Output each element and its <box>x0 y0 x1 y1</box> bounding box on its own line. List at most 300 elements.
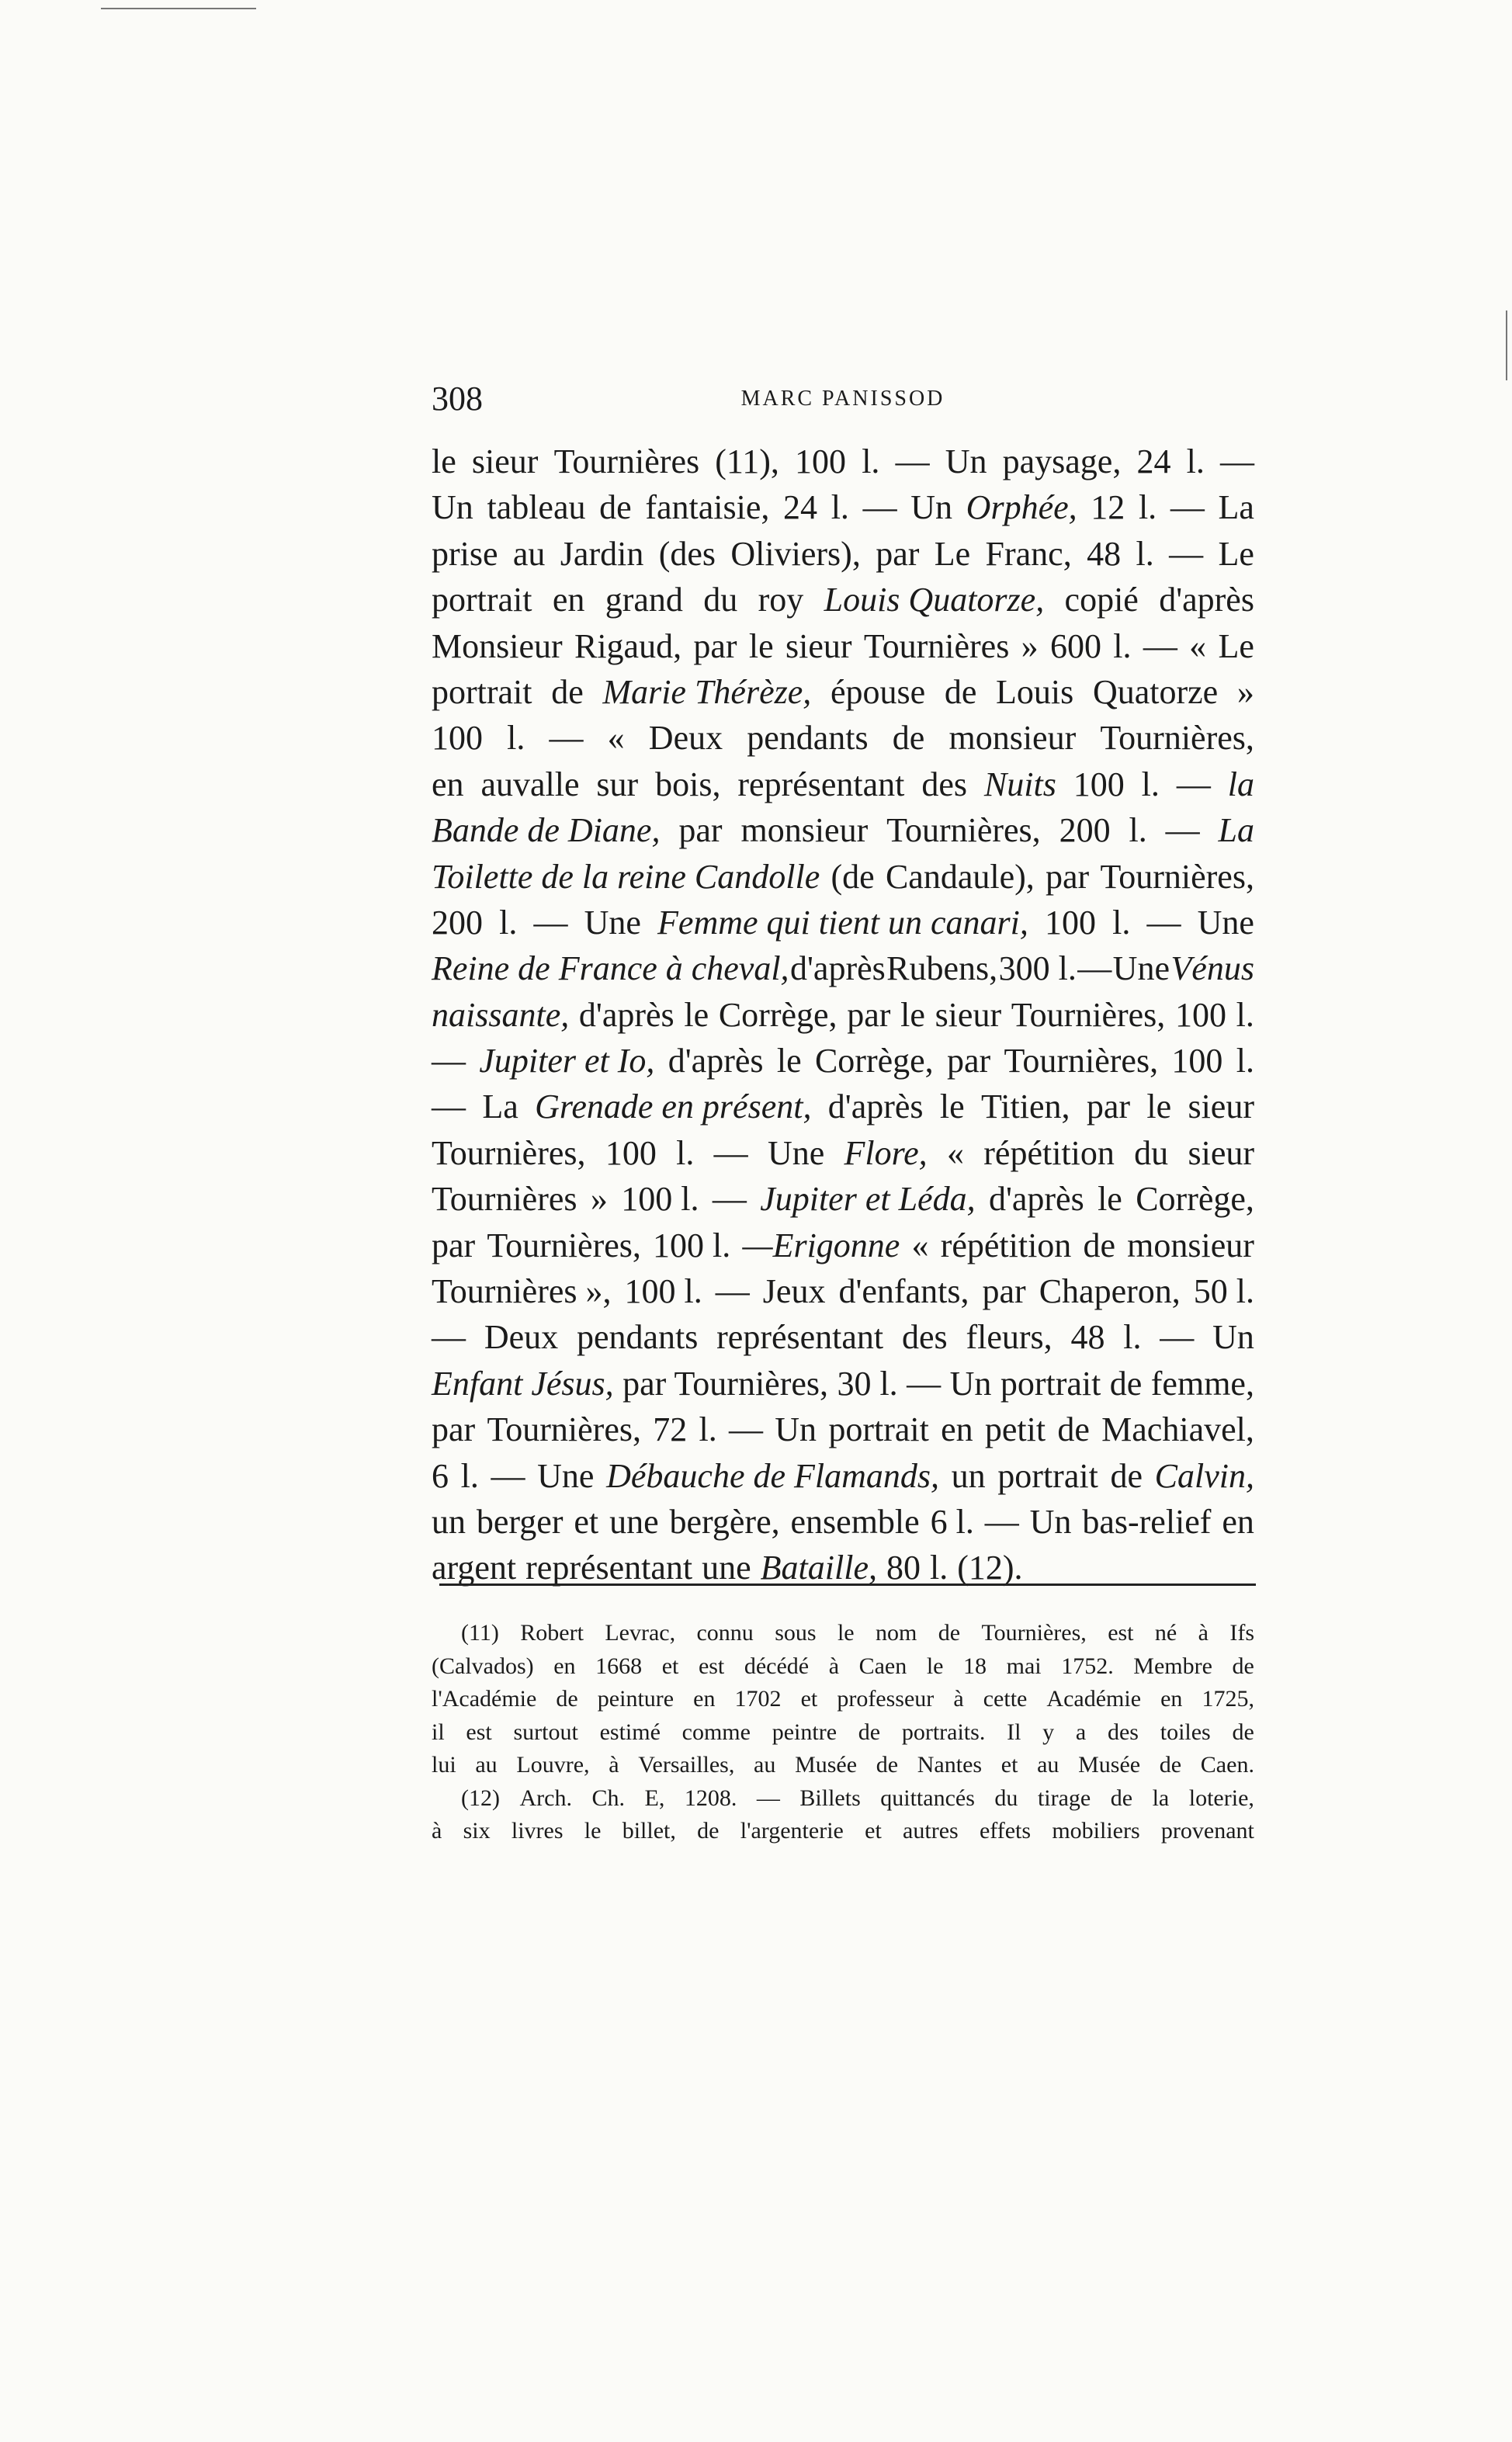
word: par <box>982 1272 1026 1311</box>
word: des <box>921 765 967 803</box>
word: Louis <box>996 672 1074 711</box>
word: Tournières, <box>487 1410 641 1449</box>
italic-title-word: Femme qui tient un canari, <box>657 903 1028 942</box>
word: Un <box>910 488 953 527</box>
word: 100 l. <box>621 1180 699 1219</box>
word: 24 <box>783 488 818 527</box>
text-line <box>432 807 1254 853</box>
word: par <box>947 1042 991 1081</box>
word: auvalle <box>480 765 580 803</box>
word: 600 <box>1049 626 1101 665</box>
word: — <box>1165 811 1200 850</box>
word: une <box>702 1549 751 1587</box>
word: bas-relief <box>1082 1502 1212 1541</box>
word: » <box>1021 626 1039 665</box>
italic-title-word: Débauche de Flamands, <box>606 1456 940 1495</box>
word: le <box>748 626 774 665</box>
word: fantaisie, <box>645 488 770 527</box>
footnote-word: né <box>1154 1620 1177 1646</box>
word: Le <box>1218 534 1254 573</box>
word: Le <box>1218 626 1254 665</box>
word: représentant <box>525 1549 693 1587</box>
word: — <box>432 1042 466 1081</box>
word: Deux <box>484 1318 559 1357</box>
footnote-line <box>432 1749 1254 1782</box>
footnote-word: 1208. <box>684 1785 737 1811</box>
footnote-word: Musée <box>795 1752 858 1778</box>
footnote-word: de <box>858 1719 881 1745</box>
footnote-word: de <box>697 1818 720 1844</box>
word: (11), <box>715 442 779 480</box>
word: Tournières », <box>432 1272 612 1311</box>
word: monsieur <box>1127 1226 1254 1264</box>
word: — <box>1176 765 1211 803</box>
footnote-word: de <box>1232 1719 1254 1745</box>
footnote-word: provenant <box>1160 1818 1254 1844</box>
word: monsieur <box>948 719 1077 758</box>
word: portrait <box>997 1456 1098 1495</box>
footnote-word: (11) <box>461 1620 499 1646</box>
word: Un <box>1212 1318 1254 1357</box>
word: — <box>432 1318 466 1357</box>
word: 50 l. <box>1193 1272 1254 1311</box>
word: pendants <box>747 719 869 758</box>
word: Corrège, <box>718 995 837 1034</box>
word: sieur <box>1188 1133 1254 1172</box>
word: et <box>574 1502 599 1541</box>
word: d'après <box>988 1180 1084 1219</box>
word: d'après <box>668 1042 764 1081</box>
word: La <box>1218 488 1254 527</box>
word: 100 l. <box>624 1272 702 1311</box>
word: Tournières <box>432 1180 577 1219</box>
footnote-word: 1725, <box>1202 1686 1254 1712</box>
footnote-word: tirage <box>1037 1785 1091 1811</box>
word: l. <box>499 903 518 942</box>
footnote-word: (Calvados) <box>432 1653 534 1679</box>
word: Candaule), <box>885 857 1035 896</box>
word: femme, <box>1150 1364 1254 1403</box>
word: répétition <box>940 1226 1072 1264</box>
word: Un <box>1029 1502 1072 1541</box>
word: — <box>715 1272 750 1311</box>
word: petit <box>984 1410 1046 1449</box>
word: Tournières, <box>1100 719 1254 758</box>
word: bergère, <box>669 1502 780 1541</box>
footnote-word: Tournières, <box>981 1620 1087 1646</box>
text-line <box>432 1130 1254 1176</box>
word: « <box>946 1133 964 1172</box>
word: par <box>432 1226 476 1264</box>
word: 48 <box>1070 1318 1105 1357</box>
word: par Tournières, <box>622 1364 828 1403</box>
word: — <box>491 1456 525 1495</box>
word: d'après <box>578 995 675 1034</box>
word: l. <box>1236 995 1254 1034</box>
word: 48 <box>1087 534 1122 573</box>
word: « <box>1189 626 1207 665</box>
word: l. <box>929 1549 948 1587</box>
footnote-word: à <box>1198 1620 1209 1646</box>
word: — <box>1160 1318 1195 1357</box>
footnote-word: de <box>556 1686 578 1712</box>
footnote-word: toiles <box>1160 1719 1211 1745</box>
italic-title-word: Jupiter et Io, <box>479 1042 655 1081</box>
footnote-word: autres <box>903 1818 959 1844</box>
footnote-line <box>432 1716 1254 1750</box>
word: le <box>684 995 709 1034</box>
word: bois, <box>655 765 721 803</box>
word: (12). <box>957 1549 1023 1587</box>
word: Deux <box>648 719 723 758</box>
word: Franc, <box>985 534 1072 573</box>
footnote-word: six <box>463 1818 491 1844</box>
page-number: 308 <box>432 380 483 418</box>
word: 100 <box>1044 903 1096 942</box>
text-line <box>432 439 1254 484</box>
word: l. <box>1113 626 1132 665</box>
word: l. <box>676 1133 695 1172</box>
word: d'après <box>827 1087 924 1126</box>
word: par <box>876 534 920 573</box>
word: Tournières, <box>1011 995 1166 1034</box>
footnote-word: au <box>754 1752 776 1778</box>
word: des <box>901 1318 948 1357</box>
word: l. <box>1186 442 1205 480</box>
footnote-word: Membre <box>1133 1653 1212 1679</box>
word: Une <box>537 1456 595 1495</box>
footnote-word: 18 <box>963 1653 987 1679</box>
footnote-word: cette <box>983 1686 1028 1712</box>
footnote-word: Ch. <box>591 1785 626 1811</box>
footnote-word: et <box>865 1818 882 1844</box>
footnote-word: de <box>938 1620 961 1646</box>
italic-title-word: naissante, <box>432 995 570 1034</box>
word: Le <box>934 534 971 573</box>
word: sieur <box>471 442 539 480</box>
word: — <box>1143 626 1177 665</box>
word: Tournières, <box>886 811 1041 850</box>
text-line <box>432 669 1254 715</box>
word: — <box>1170 488 1205 527</box>
word: l. <box>460 1456 479 1495</box>
word: Jeux <box>762 1272 826 1311</box>
word: l. <box>699 1410 717 1449</box>
word: Chaperon, <box>1039 1272 1181 1311</box>
word: de <box>892 719 925 758</box>
word: le <box>1098 1180 1122 1219</box>
word: — <box>549 719 584 758</box>
footnote-word: effets <box>979 1818 1032 1844</box>
italic-title-word: Jupiter et Léda, <box>760 1180 976 1219</box>
footnote-word: Billets <box>799 1785 861 1811</box>
footnote-word: surtout <box>513 1719 578 1745</box>
footnote-word: connu <box>696 1620 754 1646</box>
word: du <box>1134 1133 1169 1172</box>
page-header <box>432 379 1254 425</box>
footnote-word: professeur <box>837 1686 935 1712</box>
word: Jardin <box>560 534 644 573</box>
word: l. <box>1136 534 1154 573</box>
word: Une <box>1197 903 1254 942</box>
word: l. <box>1123 1318 1142 1357</box>
word: représentant <box>737 765 905 803</box>
word: portrait <box>1000 1364 1101 1403</box>
word: (de <box>831 857 875 896</box>
word: Corrège, <box>1136 1180 1254 1219</box>
word: 6 l. <box>930 1502 974 1541</box>
word: portrait <box>432 581 532 619</box>
word: 100 l. <box>653 1226 731 1264</box>
footnote-word: de <box>1159 1752 1182 1778</box>
word: 200 <box>432 903 483 942</box>
word: le <box>1146 1087 1172 1126</box>
word: — <box>907 1364 942 1403</box>
footnote-word: la <box>1152 1785 1170 1811</box>
footnote-word: billet, <box>622 1818 676 1844</box>
word: « <box>607 719 625 758</box>
word: Une <box>584 903 641 942</box>
word: Tournières <box>553 442 700 480</box>
footnote-line <box>432 1683 1254 1716</box>
footnote-word: loterie, <box>1188 1785 1254 1811</box>
word: Rubens, <box>886 949 998 988</box>
word: portrait <box>828 1410 929 1449</box>
word: 300 l. <box>998 949 1077 988</box>
word: sur <box>596 765 639 803</box>
footnote-word: portraits. <box>901 1719 986 1745</box>
word: — <box>1169 534 1204 573</box>
text-line <box>432 1407 1254 1452</box>
footnote-word: 1702 <box>734 1686 782 1712</box>
word: 6 <box>432 1456 449 1495</box>
word: le <box>900 995 925 1034</box>
word: par <box>678 811 723 850</box>
footnote-word: en <box>553 1653 576 1679</box>
word: Tournières, <box>432 1133 586 1172</box>
word: — <box>432 1087 466 1126</box>
footnote-line <box>432 1617 1254 1650</box>
footnote-word: et <box>800 1686 818 1712</box>
word: de <box>1057 1410 1090 1449</box>
word: 72 <box>653 1410 688 1449</box>
word: roy <box>758 581 804 619</box>
word: de <box>1110 1456 1143 1495</box>
word: l. <box>831 488 849 527</box>
text-line <box>432 900 1254 945</box>
footnote-word: à <box>432 1818 442 1844</box>
footnote-word: l'argenterie <box>740 1818 844 1844</box>
text-line <box>432 945 1254 991</box>
word: l. <box>1141 765 1160 803</box>
text-line <box>432 484 1254 530</box>
italic-title-word: Orphée, <box>966 488 1077 527</box>
italic-title-word: Marie Thérèze, <box>602 672 812 711</box>
text-line <box>432 854 1254 900</box>
footnote-word: et <box>661 1653 679 1679</box>
word: portrait <box>432 672 532 711</box>
word: Un <box>432 488 473 527</box>
word: 24 <box>1136 442 1171 480</box>
footnote-word: au <box>475 1752 498 1778</box>
footnote-word: a <box>1075 1719 1087 1745</box>
text-line <box>432 1361 1254 1407</box>
footnote-word: (12) <box>461 1785 500 1811</box>
footnote-word: Robert <box>520 1620 584 1646</box>
word: Oliviers), <box>730 534 861 573</box>
word: représentant <box>716 1318 884 1357</box>
word: l. <box>1129 811 1147 850</box>
word: berger <box>476 1502 564 1541</box>
footnote-word: Arch. <box>519 1785 572 1811</box>
word: par <box>1086 1087 1131 1126</box>
word: Un <box>945 442 987 480</box>
word: sieur <box>1188 1087 1254 1126</box>
text-line <box>432 1084 1254 1129</box>
footnote-line <box>432 1650 1254 1684</box>
word: d'enfants, <box>838 1272 969 1311</box>
footnote-word: en <box>693 1686 716 1712</box>
footnote-word: en <box>1160 1686 1183 1712</box>
footnote-word: et <box>1000 1752 1018 1778</box>
word: prise <box>432 534 498 573</box>
footnote-word: 1752. <box>1061 1653 1114 1679</box>
word: le <box>776 1042 802 1081</box>
word: de <box>551 672 584 711</box>
word: 100 <box>1171 1042 1223 1081</box>
word: en <box>941 1410 973 1449</box>
word: de <box>599 488 632 527</box>
footnote-word: Musée <box>1078 1752 1141 1778</box>
footnote-word: estimé <box>599 1719 661 1745</box>
footnote-word: est <box>698 1653 725 1679</box>
word: Tournières, <box>1004 1042 1159 1081</box>
word: 12 <box>1091 488 1125 527</box>
word: 100 <box>432 719 483 758</box>
word: Un <box>775 1410 817 1449</box>
italic-title-word: Bande de Diane, <box>432 811 661 850</box>
text-line <box>432 761 1254 807</box>
word: par <box>847 995 891 1034</box>
footnote-word: E, <box>644 1785 665 1811</box>
footnote-word: à <box>953 1686 964 1712</box>
footnote-word: sous <box>775 1620 817 1646</box>
word: une <box>609 1502 659 1541</box>
word: 100 <box>795 442 847 480</box>
word: de <box>1109 1364 1143 1403</box>
word: » <box>590 1180 608 1219</box>
word: le <box>432 442 456 480</box>
footnote-word: — <box>756 1785 780 1811</box>
word: — <box>712 1180 747 1219</box>
word: par <box>432 1410 476 1449</box>
italic-title-word: la <box>1227 765 1254 803</box>
footnote-separator <box>439 1583 1256 1586</box>
word: — <box>895 442 930 480</box>
word: au <box>512 534 546 573</box>
word: le <box>939 1087 965 1126</box>
word: 30 l. <box>837 1364 898 1403</box>
word: fleurs, <box>966 1318 1053 1357</box>
scan-edge-mark-right <box>1506 310 1507 380</box>
word: — <box>1077 949 1112 988</box>
italic-title-word: Calvin, <box>1154 1456 1254 1495</box>
text-line <box>432 577 1254 623</box>
text-line <box>432 1499 1254 1545</box>
footnote-word: peinture <box>597 1686 675 1712</box>
italic-title-word: Flore, <box>844 1133 928 1172</box>
footnote-word: est <box>1108 1620 1134 1646</box>
italic-title-word: Toilette de la reine Candolle <box>432 857 820 896</box>
word: — <box>862 488 897 527</box>
word: sieur <box>785 626 852 665</box>
word: d'après <box>1159 581 1254 619</box>
word: 100 <box>1174 995 1226 1034</box>
main-text <box>432 439 1254 1591</box>
word: pendants <box>576 1318 699 1357</box>
text-line <box>432 1038 1254 1084</box>
text-line <box>432 715 1254 761</box>
footnotes <box>432 1617 1254 1848</box>
word: Une <box>767 1133 825 1172</box>
footnote-word: est <box>466 1719 492 1745</box>
word: l. <box>1236 1042 1254 1081</box>
footnote-word: Ifs <box>1229 1620 1254 1646</box>
word: — <box>533 903 568 942</box>
word: Corrège, <box>814 1042 934 1081</box>
footnote-word: l'Académie <box>432 1686 537 1712</box>
footnote-word: y <box>1042 1719 1055 1745</box>
text-line <box>432 1223 1254 1268</box>
italic-title-word: —Erigonne <box>742 1226 900 1264</box>
footnote-word: quittancés <box>880 1785 975 1811</box>
footnote-word: Versailles, <box>638 1752 735 1778</box>
footnote-word: Caen <box>858 1653 907 1679</box>
word: 80 <box>886 1549 921 1587</box>
word: de <box>1083 1226 1115 1264</box>
word: en <box>432 765 464 803</box>
footnote-word: le <box>584 1818 602 1844</box>
word: l. <box>862 442 880 480</box>
footnote-word: de <box>1110 1785 1133 1811</box>
word: — <box>984 1502 1019 1541</box>
word: « <box>911 1226 929 1264</box>
word: de <box>944 672 977 711</box>
word: tableau <box>487 488 586 527</box>
word: » <box>1236 672 1254 711</box>
footnote-word: le <box>926 1653 944 1679</box>
italic-title-word: Vénus <box>1170 949 1254 988</box>
word: Monsieur <box>432 626 563 665</box>
word: copié <box>1064 581 1139 619</box>
word: — <box>1146 903 1181 942</box>
footnote-word: du <box>994 1785 1018 1811</box>
footnote-word: il <box>432 1719 445 1745</box>
footnote-word: décédé <box>744 1653 810 1679</box>
word: monsieur <box>740 811 869 850</box>
text-line <box>432 1314 1254 1360</box>
footnote-word: des <box>1107 1719 1139 1745</box>
italic-title-word: Louis Quatorze, <box>824 581 1045 619</box>
footnote-word: Louvre, <box>516 1752 590 1778</box>
word: Titien, <box>980 1087 1070 1126</box>
word: l. <box>1138 488 1157 527</box>
text-line <box>432 1268 1254 1314</box>
word: Un <box>949 1364 992 1403</box>
word: en <box>552 581 585 619</box>
word: — <box>729 1410 763 1449</box>
footnote-word: le <box>837 1620 855 1646</box>
